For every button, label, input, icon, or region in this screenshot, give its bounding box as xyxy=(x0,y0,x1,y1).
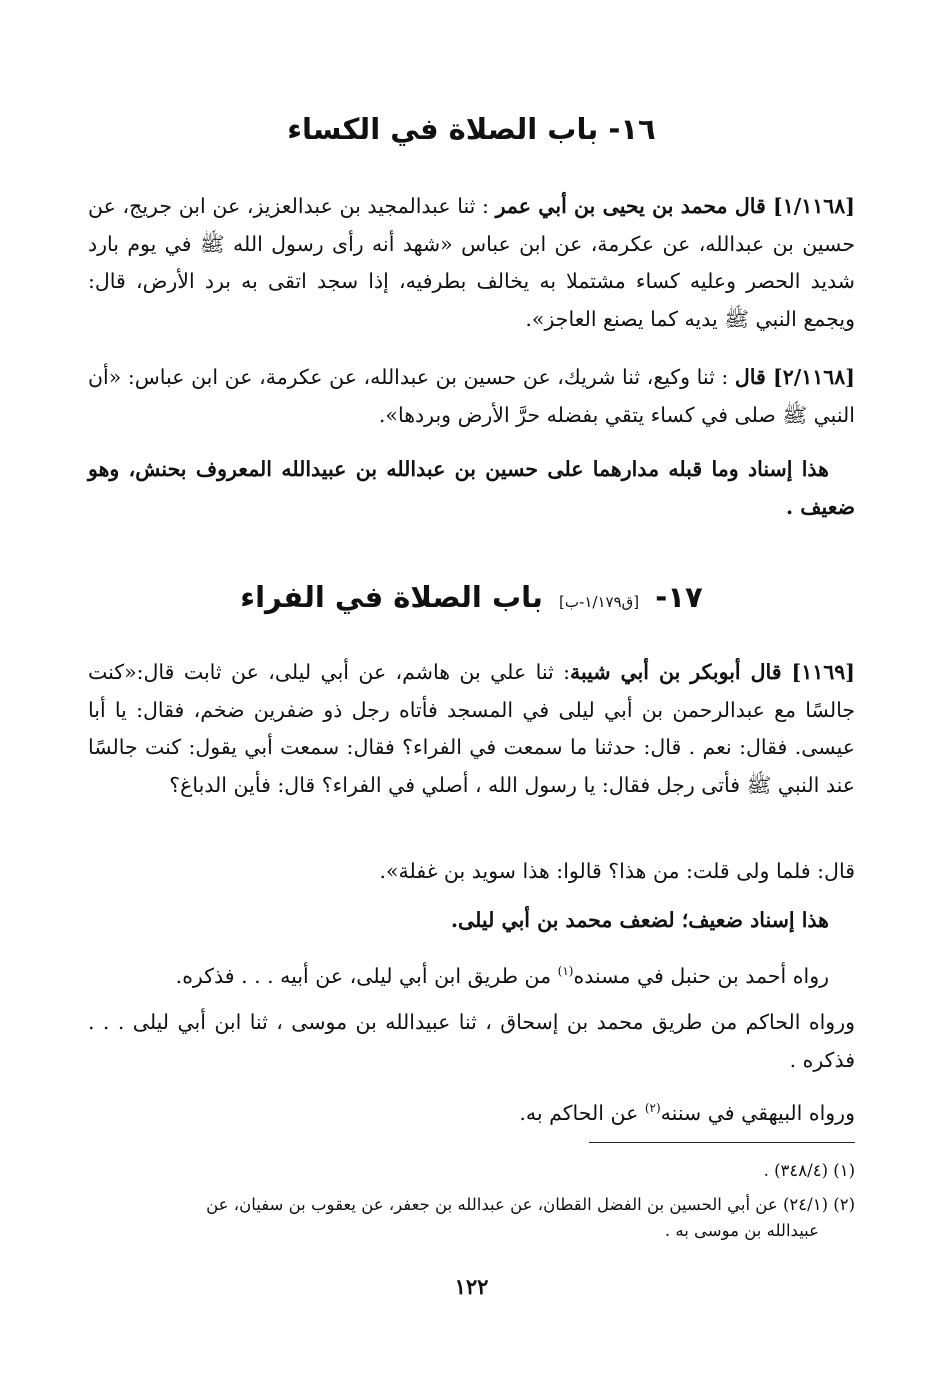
hadith-intro: قال xyxy=(734,365,774,389)
narration-ahmad: رواه أحمد بن حنبل في مسنده$^{(١)}$ من طريق ابن أبي ليلى، عن أبيه . . . فذكره. xyxy=(175,963,829,988)
hadith-intro: قال محمد بن يحيى بن أبي عمر xyxy=(495,194,774,218)
manuscript-ref: [ق١/١٧٩-ب] xyxy=(558,593,640,611)
quote-ending-line: قال: فلما ولى قلت: من هذا؟ قالوا: هذا سويد بن غفلة». xyxy=(379,859,855,883)
footnote-2: (٢) (٢٤/١) عن أبي الحسين بن الفضل القطان، عن عبدالله بن جعفر، عن يعقوب بن سفيان، عن عبيدالله بن موسى به . xyxy=(206,1195,855,1240)
hadith-1169 xyxy=(88,654,855,804)
grading-paragraph-2: هذا إسناد ضعيف؛ لضعف محمد بن أبي ليلى. xyxy=(450,908,829,932)
grading-paragraph-1: هذا إسناد وما قبله مدارهما على حسين بن عبدالله بن عبيدالله المعروف بحنش، وهو ضعيف . xyxy=(88,457,855,519)
page-number: ١٢٢ xyxy=(454,1274,489,1299)
hadith-text: : ثنا علي بن هاشم، عن أبي ليلى، عن ثابت قال:«كنت جالسًا مع عبدالرحمن بن أبي ليلى في المسجد فأتاه رجل ذو ضفرين ضخم، فقال: يا أبا عيسى. فقال: نعم . قال: حدثنا ما سمعت في الفراء؟ فقال: سمعت أبي يقول: كنت جالسًا عند النبي ﷺ فأتى رجل فقال: يا رسول الله ، أصلي في الفراء؟ قال: فأين الدباغ؟ xyxy=(88,660,855,797)
hadith-text: : ثنا وكيع، ثنا شريك، عن حسين بن عبدالله، عن عكرمة، عن ابن عباس: «أن النبي ﷺ صلى في كساء يتقي بفضله حرَّ الأرض وبردها». xyxy=(88,365,855,427)
hadith-1168-1 xyxy=(88,188,855,338)
footnote-divider xyxy=(589,1142,855,1143)
footnote-ref-2[interactable]: (٢) xyxy=(644,1101,661,1115)
hadith-text: : ثنا عبدالمجيد بن عبدالعزيز، عن ابن جريج، عن حسين بن عبدالله، عن عكرمة، عن ابن عباس «شهد أنه رأى رسول الله ﷺ في يوم بارد شديد الحصر وعليه كساء مشتملا به يخالف بطرفيه، إذا سجد اتقى به برد الأرض، قال: ويجمع النبي ﷺ يديه كما يصنع العاجز». xyxy=(88,194,855,331)
book-page xyxy=(88,0,855,1375)
hadith-ref: [١١٦٩] xyxy=(791,660,855,684)
section-16-heading: ١٦- باب الصلاة في الكساء xyxy=(287,112,656,146)
section-number: ١٧- xyxy=(655,580,703,614)
footnote-ref-1[interactable]: (١) xyxy=(557,964,574,978)
hadith-intro: قال أبوبكر بن أبي شيبة xyxy=(569,660,792,684)
hadith-ref: [١/١١٦٨] xyxy=(773,194,855,218)
narration-bayhaqi: ورواه البيهقي في سننه$^{(٢)}$ عن الحاكم به. xyxy=(519,1100,855,1125)
hadith-1168-2 xyxy=(88,359,855,434)
narration-hakim: ورواه الحاكم من طريق محمد بن إسحاق ، ثنا عبيدالله بن موسى ، ثنا ابن أبي ليلى . . . فذكره . xyxy=(88,1010,855,1072)
section-17-heading xyxy=(88,580,855,614)
section-title: باب الصلاة في الفراء xyxy=(240,580,543,614)
hadith-ref: [٢/١١٦٨] xyxy=(773,365,855,389)
footnote-1: (١) (٣٤٨/٤) . xyxy=(763,1161,855,1180)
